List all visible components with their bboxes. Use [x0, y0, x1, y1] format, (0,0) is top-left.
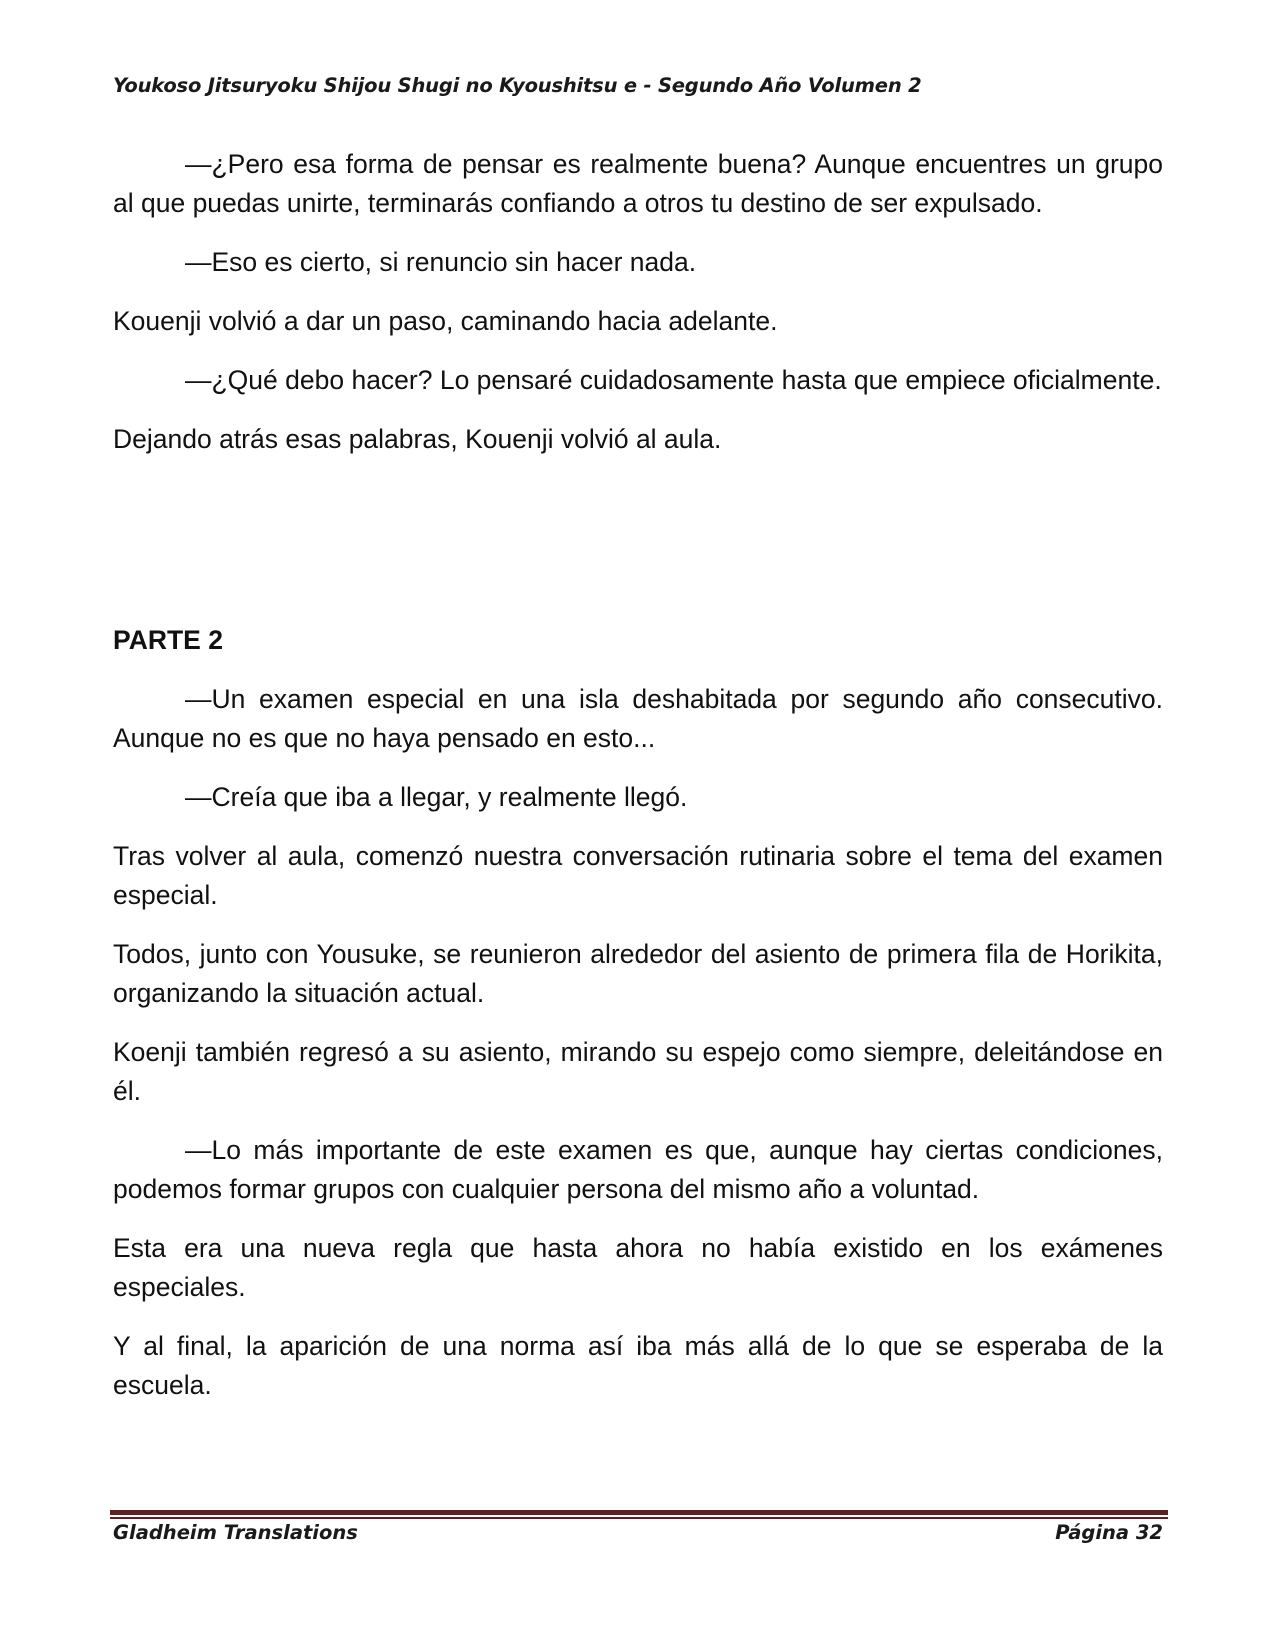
paragraph-dialogue: —¿Qué debo hacer? Lo pensaré cuidadosamente hasta que empiece oficialmente. [185, 365, 1162, 395]
paragraph-narration: Tras volver al aula, comenzó nuestra conversación rutinaria sobre el tema del examen especial. [113, 841, 1163, 910]
paragraph-dialogue: —Lo más importante de este examen es que, aunque hay ciertas condiciones, podemos formar grupos con cualquier persona del mismo año a voluntad. [113, 1135, 1163, 1204]
paragraph-narration: Dejando atrás esas palabras, Kouenji volvió al aula. [113, 424, 722, 454]
footer-page-number: Página 32 [1055, 1521, 1163, 1544]
paragraph-dialogue: —Un examen especial en una isla deshabitada por segundo año consecutivo. Aunque no es que no haya pensado en esto... [113, 684, 1163, 753]
section-heading: PARTE 2 [113, 625, 223, 655]
footer-divider-thick-line [110, 1510, 1168, 1515]
page-header-title: Youkoso Jitsuryoku Shijou Shugi no Kyoushitsu e - Segundo Año Volumen 2 [113, 74, 922, 97]
footer-divider-thin-line [110, 1517, 1168, 1519]
paragraph-dialogue: —Creía que iba a llegar, y realmente llegó. [185, 782, 688, 812]
paragraph-narration: Kouenji volvió a dar un paso, caminando hacia adelante. [113, 306, 778, 336]
section-1-body [113, 145, 1163, 479]
section-2-body [113, 680, 1163, 1425]
paragraph-dialogue: —Eso es cierto, si renuncio sin hacer nada. [185, 247, 697, 277]
paragraph-narration: Y al final, la aparición de una norma así iba más allá de lo que se esperaba de la escuela. [113, 1331, 1163, 1400]
paragraph-dialogue: —¿Pero esa forma de pensar es realmente buena? Aunque encuentres un grupo al que puedas unirte, terminarás confiando a otros tu destino de ser expulsado. [113, 149, 1163, 218]
footer-translator-credit: Gladheim Translations [113, 1521, 358, 1544]
paragraph-narration: Todos, junto con Yousuke, se reunieron alrededor del asiento de primera fila de Horikita, organizando la situación actual. [113, 939, 1163, 1008]
paragraph-narration: Koenji también regresó a su asiento, mirando su espejo como siempre, deleitándose en él. [113, 1037, 1163, 1106]
paragraph-narration: Esta era una nueva regla que hasta ahora no había existido en los exámenes especiales. [113, 1233, 1163, 1302]
